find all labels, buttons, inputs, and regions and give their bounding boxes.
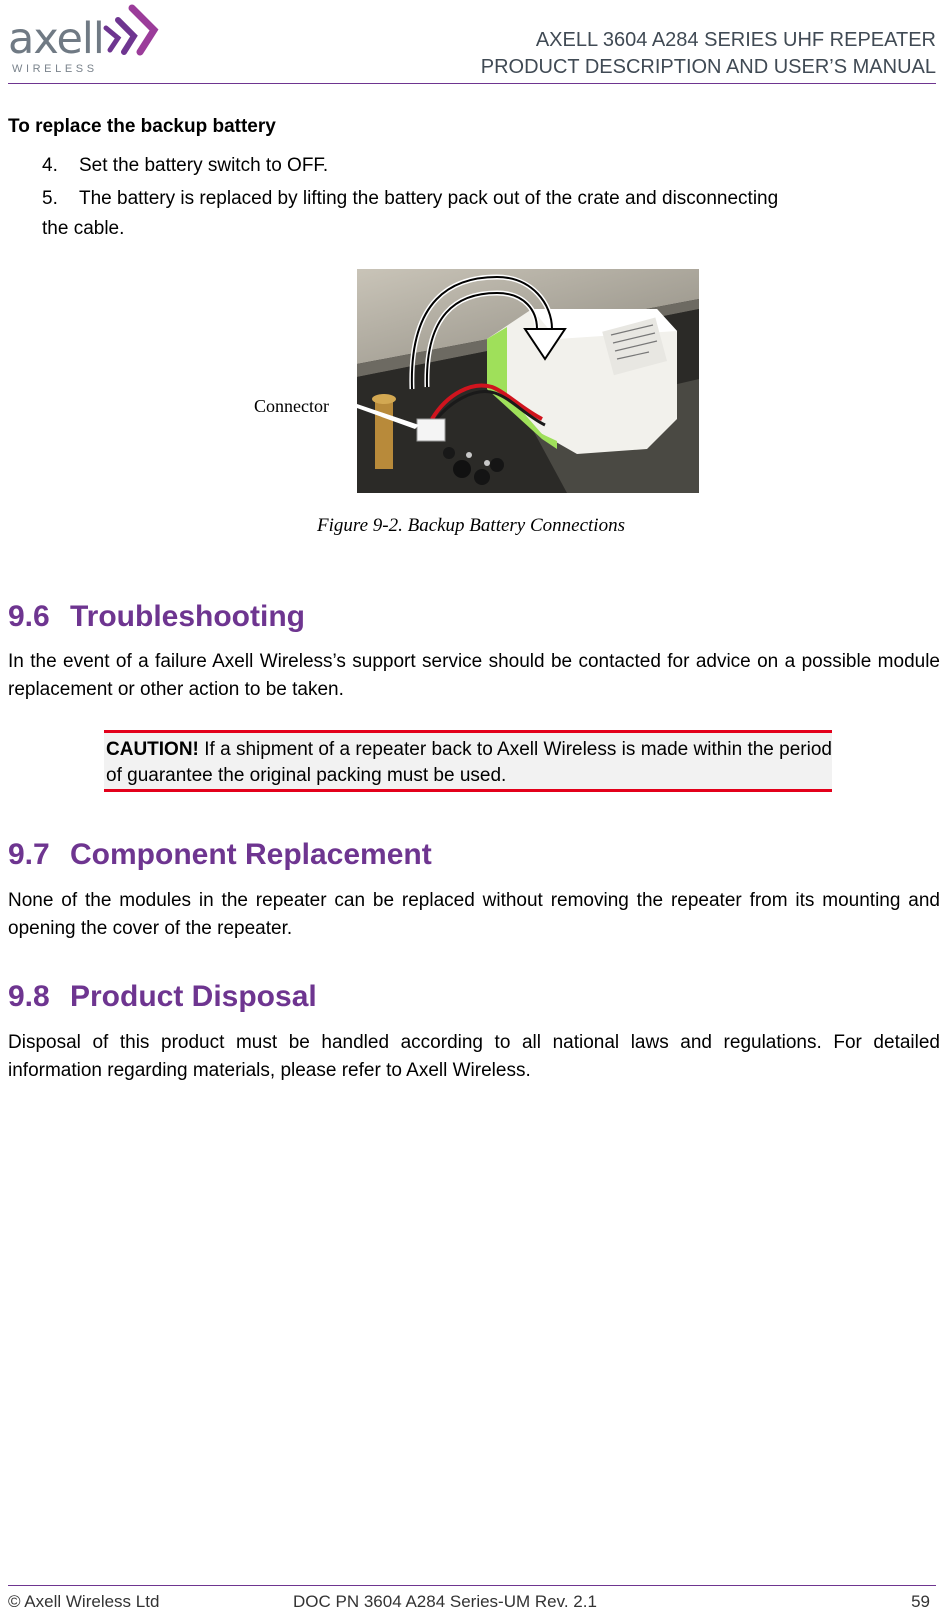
section-number: 9.7: [8, 838, 50, 871]
step-5-continuation: the cable.: [42, 218, 125, 239]
section-number: 9.8: [8, 980, 50, 1013]
replacement-text: None of the modules in the repeater can be replaced without removing the repeater from its mounting and opening the cover of the repeater.: [8, 890, 940, 939]
step-text: The battery is replaced by lifting the battery pack out of the crate and disconnecting: [79, 188, 779, 209]
page-header: [0, 0, 942, 84]
step-number: 4.: [42, 155, 58, 176]
logo-subtext: WIRELESS: [12, 63, 98, 75]
caution-box: [104, 730, 832, 792]
logo-wordmark: axell: [8, 14, 104, 64]
document-title-line1: AXELL 3604 A284 SERIES UHF REPEATER: [535, 29, 936, 51]
header-divider: [8, 83, 936, 84]
footer-doc-number: DOC PN 3604 A284 Series-UM Rev. 2.1: [293, 1592, 597, 1611]
section-heading-replacement: [8, 838, 432, 872]
document-title: [481, 27, 936, 81]
step-number: 5.: [42, 188, 58, 209]
caution-text: If a shipment of a repeater back to Axell Wireless is made within the period of guarantee the original packing must be used.: [106, 739, 832, 786]
logo-chevron-icon: [102, 4, 164, 56]
footer-copyright: © Axell Wireless Ltd: [8, 1592, 160, 1611]
step-4: [42, 155, 328, 177]
step-text: Set the battery switch to OFF.: [79, 155, 329, 176]
section-heading-disposal: [8, 980, 317, 1014]
troubleshooting-text: In the event of a failure Axell Wireless’s support service should be contacted for advice on a possible module replacement or other action to be taken.: [8, 651, 940, 700]
disposal-text: Disposal of this product must be handled according to all national laws and regulations. For detailed information regarding materials, please refer to Axell Wireless.: [8, 1032, 940, 1081]
section-title: Component Replacement: [70, 838, 432, 871]
footer-divider: [8, 1585, 936, 1586]
step-5: [42, 188, 778, 210]
section-number: 9.6: [8, 600, 50, 633]
section-title: Product Disposal: [70, 980, 317, 1013]
section-title: Troubleshooting: [70, 600, 305, 633]
section-heading-troubleshooting: [8, 600, 305, 634]
battery-photo-illustration: [357, 269, 699, 493]
figure-caption: Figure 9-2. Backup Battery Connections: [317, 515, 625, 536]
document-title-line2: PRODUCT DESCRIPTION AND USER’S MANUAL: [480, 56, 936, 78]
axell-wireless-logo: [8, 4, 158, 78]
connector-label: Connector: [254, 396, 329, 416]
battery-heading: To replace the backup battery: [8, 116, 276, 137]
caution-label: CAUTION!: [106, 739, 199, 760]
backup-battery-photo: [357, 269, 699, 493]
footer-page-number: 59: [911, 1592, 930, 1611]
